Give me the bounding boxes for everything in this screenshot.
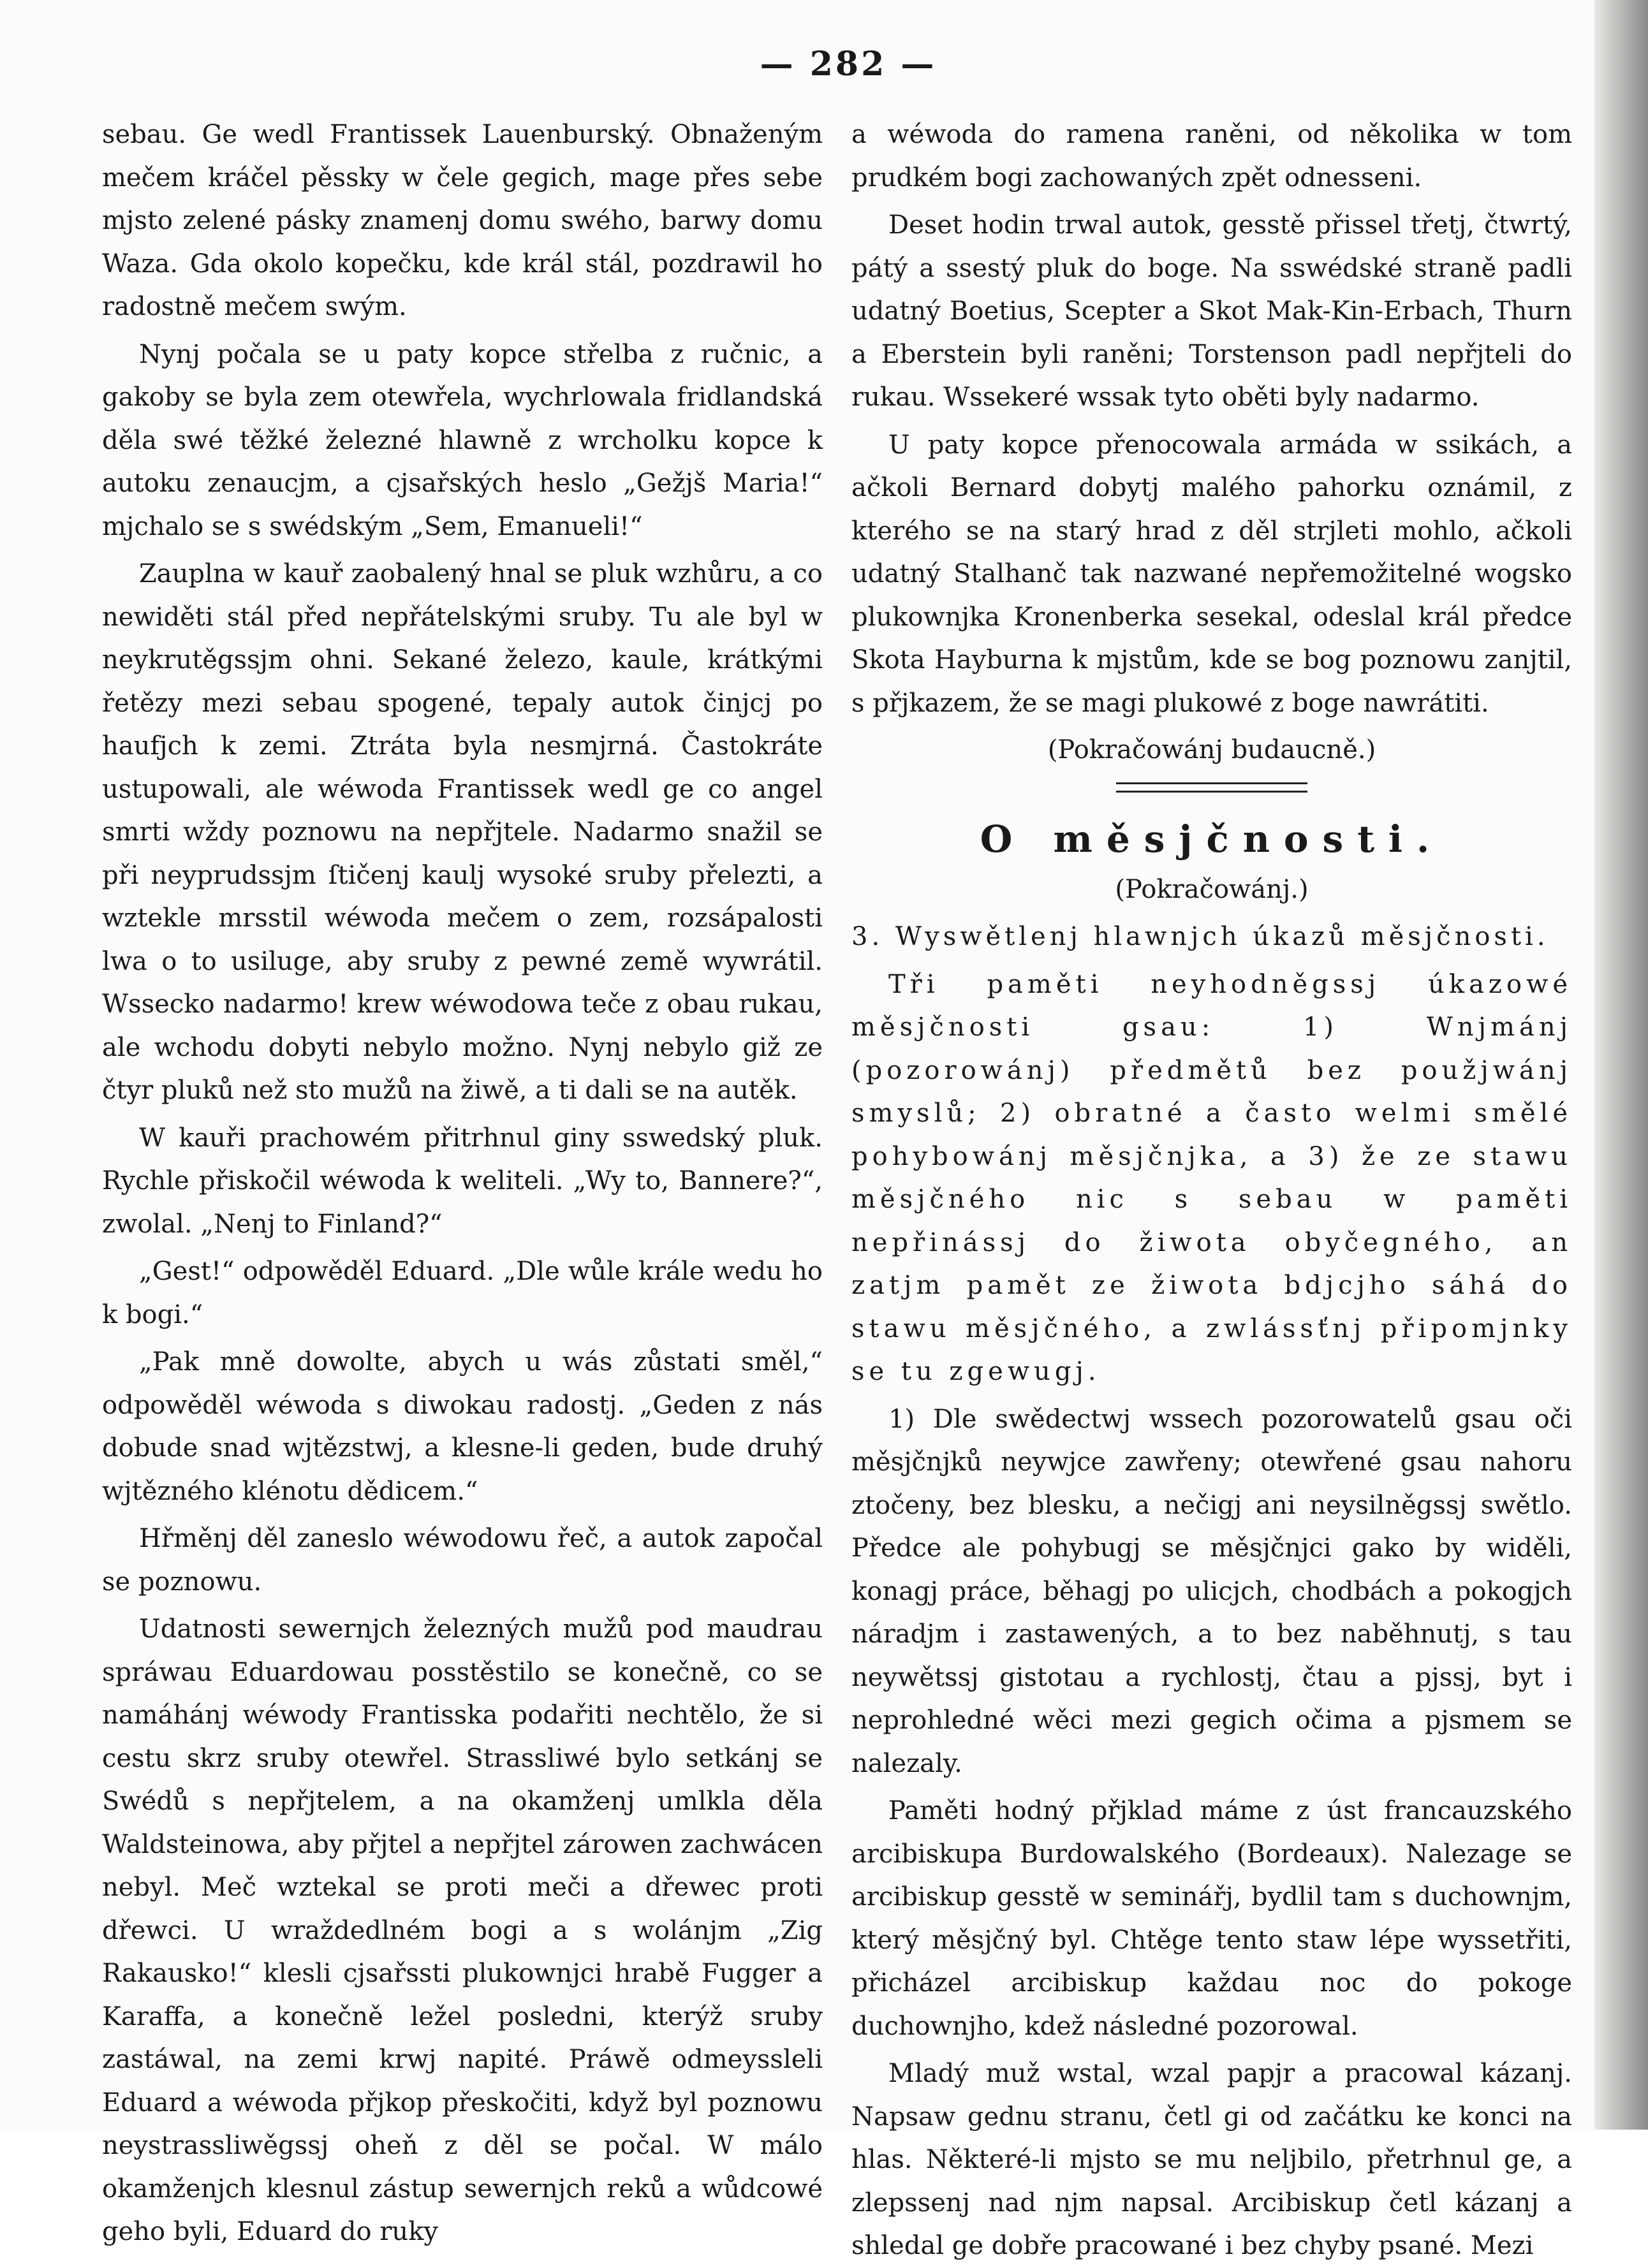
paragraph: sebau. Ge wedl Frantissek Lauenburský. Obnaženým mečem kráčel pěssky w čele gegich, mage přes sebe mjsto zelené pásky znamenj domu swého, barwy domu Waza. Gda okolo kopečku, kde král stál, pozdrawil ho radostně mečem swým.: [102, 120, 823, 321]
paragraph: Mladý muž wstal, wzal papjr a pracowal kázanj. Napsaw gednu stranu, četl gi od začátku ke konci na hlas. Některé-li mjsto se mu nelјbilo, přetrhnul ge, a zlepssenj nad njm napsal. Arcibiskup četl kázanj a shledal ge dobře pracowané i bez chyby psané. Mezi: [851, 2059, 1572, 2260]
paragraph: Paměti hodný přjklad máme z úst francauzského arcibiskupa Burdowalského (Bordeaux). Nalezage se arcibiskup gesstě w seminářj, bydlil tam s duchownjm, který měsjčný byl. Chtěge tento staw lépe wyssetřiti, přicházel arcibiskup každau noc do pokoge duchownjho, kdež následné pozorowal.: [851, 1796, 1572, 2041]
article-subtitle: (Pokračowánj.): [1115, 874, 1309, 904]
right-column: [851, 113, 1572, 2268]
page-number: — 282 —: [760, 45, 937, 84]
page-edge-shadow: [1594, 0, 1648, 2130]
paragraph: „Pak mně dowolte, abych u wás zůstati směl,“ odpowěděl wéwoda s diwokau radostj. „Geden z nás dobude snad wjtězstwj, a klesne-li geden, bude druhý wjtězného klénotu dědicem.“: [102, 1347, 823, 1506]
paragraph: a wéwoda do ramena raněni, od několika w tom prudkém bogi zachowaných zpět odnesseni.: [851, 120, 1572, 193]
article-title: O měsjčnosti.: [980, 817, 1444, 861]
paragraph: Tři paměti neyhodněgssj úkazowé měsjčnosti gsau: 1) Wnjmánj (pozorowánj) předmětů bez použjwánj smyslů; 2) obratné a často welmi smělé pohybowánj měsjčnjka, a 3) že ze stawu měsjčného nic s sebau w paměti nepřinássj do žiwota obyčegného, an zatjm pamět ze žiwota bdjcjho sáhá do stawu měsjčného, a zwlássťnj připomjnky se tu zgewugj.: [851, 969, 1572, 1386]
paragraph: Deset hodin trwal autok, gesstě přissel třetj, čtwrtý, pátý a ssestý pluk do boge. Na sswédské straně padli udatný Boetius, Scepter a Skot Mak-Kin-Erbach, Thurn a Eberstein byli raněni; Torstenson padl nepřjteli do rukau. Wssekeré wssak tyto oběti byly nadarmo.: [851, 210, 1572, 412]
paragraph: 1) Dle swědectwj wssech pozorowatelů gsau oči měsjčnjků neywjce zawřeny; otewřené gsau nahoru ztočeny, bez blesku, a nečigj ani neysilněgssj swětlo. Předce ale pohybugj se měsjčnjci gako by widěli, konagj práce, běhagj po ulicjch, chodbách a pokogjch náradjm i zastawených, a to bez naběhnutj, s tau neywětssj gistotau a rychlostj, čtau a pjssj, byt i neprohledné wěci mezi gegich očima a pjsmem se nalezaly.: [851, 1404, 1572, 1778]
section-heading: 3. Wyswětlenj hlawnjch úkazů měsjčnosti.: [851, 922, 1549, 951]
paragraph: Zauplna w kauř zaobalený hnal se pluk wzhůru, a co newiděti stál před nepřátelskými sruby. Tu ale byl w neykrutěgssjm ohni. Sekané železo, kaule, krátkými řetězy mezi sebau spogené, tepaly autok činjcj po haufjch k zemi. Ztráta byla nesmjrná. Častokráte ustupowali, ale wéwoda Frantissek wedl ge co angel smrti wždy poznowu na nepřjtele. Nadarmo snažil se při neyprudssjm ſtičenj kaulj wysoké sruby přelezti, a wztekle mrsstil wéwoda mečem o zem, rozsápalosti lwa o to usiluge, aby sruby z pewné země wywrátil. Wssecko nadarmo! krew wéwodowa teče z obau rukau, ale wchodu dobyti nebylo možno. Nynj nebylo giž ze čtyr pluků než sto mužů na žiwě, a ti dali se na autěk.: [102, 559, 823, 1105]
paragraph: „Gest!“ odpowěděl Eduard. „Dle wůle krále wedu ho k bogi.“: [102, 1257, 823, 1329]
paragraph: Hřměnj děl zaneslo wéwodowu řeč, a autok započal se poznowu.: [102, 1524, 823, 1597]
paragraph: W kauři prachowém přitrhnul giny sswedský pluk. Rychle přiskočil wéwoda k weliteli. „Wy to, Bannere?“, zwolal. „Nenj to Finland?“: [102, 1123, 823, 1239]
continuation-note: (Pokračowánj budaucně.): [1047, 735, 1376, 765]
paragraph: U paty kopce přenocowala armáda w ssikách, a ačkoli Bernard dobytj malého pahorku oznámil, z kterého se na starý hrad z děl strjleti mohlo, ačkoli udatný Stalhanč tak nazwané nepřemožitelné wogsko plukownjka Kronenberka sesekal, odeslal král předce Skota Hayburna k mjstům, kde se bog poznowu zanjtil, s přjkazem, že se magi plukowé z boge nawrátiti.: [851, 430, 1572, 718]
left-column: [102, 113, 823, 2254]
paragraph: Nynj počala se u paty kopce střelba z ručnic, a gakoby se byla zem otewřela, wychrlowala fridlandská děla swé těžké železné hlawně z wrcholku kopce k autoku zenaucjm, a cjsařských heslo „Gežjš Maria!“ mjchalo se s swédským „Sem, Emanueli!“: [102, 339, 823, 541]
paragraph: Udatnosti sewernjch železných mužů pod maudrau spráwau Eduardowau posstěstilo se konečně, co se namáhánj wéwody Frantisska podařiti nechtělo, že si cestu skrz sruby otewřel. Strassliwé bylo setkánj se Swédů s nepřjtelem, a na okamženj umlkla děla Waldsteinowa, aby přjtel a nepřjtel zárowen zachwácen nebyl. Meč wztekal se proti meči a dřewec proti dřewci. U wraždedlném bogi a s wolánjm „Zig Rakausko!“ klesli cjsařssti plukownjci hrabě Fugger a Karaffa, a konečně ležel posledni, kterýž sruby zastáwal, na zemi krwj napité. Práwě odmeyssleli Eduard a wéwoda přjkop přeskočiti, když byl poznowu neystrassliwěgssj oheň z děl se počal. W málo okamženjch klesnul zástup sewernjch reků a wůdcowé geho byli, Eduard do ruky: [102, 1614, 823, 2246]
section-divider: [1116, 782, 1307, 793]
